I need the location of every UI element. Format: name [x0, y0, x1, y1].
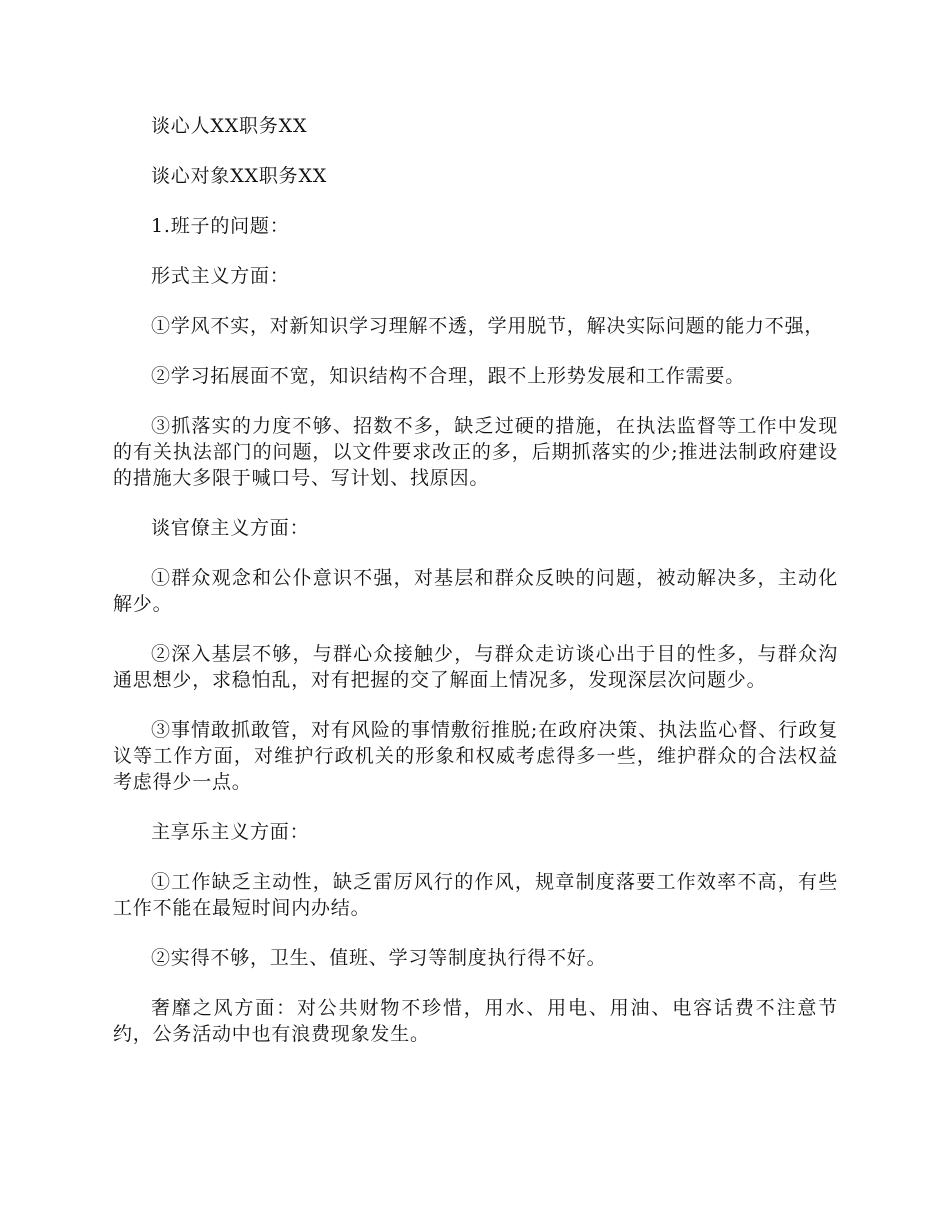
talker-line: 谈心人XX职务XX: [151, 115, 308, 137]
body-paragraph: ①工作缺乏主动性，缺乏雷厉风行的作风，规章制度落要工作效率不高，有些工作不能在最短时间内办结。: [113, 871, 838, 919]
document-body: [113, 113, 838, 1071]
body-paragraph: 奢靡之风方面：对公共财物不珍惜，用水、用电、用油、电容话费不注意节约，公务活动中也有浪费现象发生。: [113, 997, 838, 1045]
body-paragraph: ②实得不够，卫生、值班、学习等制度执行得不好。: [151, 947, 607, 969]
subsection-heading: 谈官僚主义方面：: [151, 517, 310, 539]
body-paragraph: ③抓落实的力度不够、招数不多，缺乏过硬的措施，在执法监督等工作中发现的有关执法部门的问题，以文件要求改正的多，后期抓落实的少;推进法制政府建设的措施大多限于喊口号、写计划、找原因。: [113, 415, 838, 489]
body-paragraph: ②学习拓展面不宽，知识结构不合理，跟不上形势发展和工作需要。: [151, 365, 746, 387]
body-paragraph: ①群众观念和公仆意识不强，对基层和群众反映的问题，被动解决多，主动化解少。: [113, 567, 838, 615]
body-paragraph: ③事情敢抓敢管，对有风险的事情敷衍推脱;在政府决策、执法监心督、行政复议等工作方面，对维护行政机关的形象和权威考虑得多一些，维护群众的合法权益考虑得少一点。: [113, 719, 838, 793]
section-heading: 1.班子的问题：: [151, 215, 290, 237]
body-paragraph: ②深入基层不够，与群心众接触少，与群众走访谈心出于目的性多，与群众沟通思想少，求稳怕乱，对有把握的交了解面上情况多，发现深层次问题少。: [113, 643, 838, 691]
body-paragraph: ①学风不实，对新知识学习理解不透，学用脱节，解决实际问题的能力不强，: [151, 315, 825, 337]
talk-target-line: 谈心对象XX职务XX: [151, 165, 328, 187]
subsection-heading: 形式主义方面：: [151, 265, 290, 287]
subsection-heading: 主享乐主义方面：: [151, 821, 310, 843]
